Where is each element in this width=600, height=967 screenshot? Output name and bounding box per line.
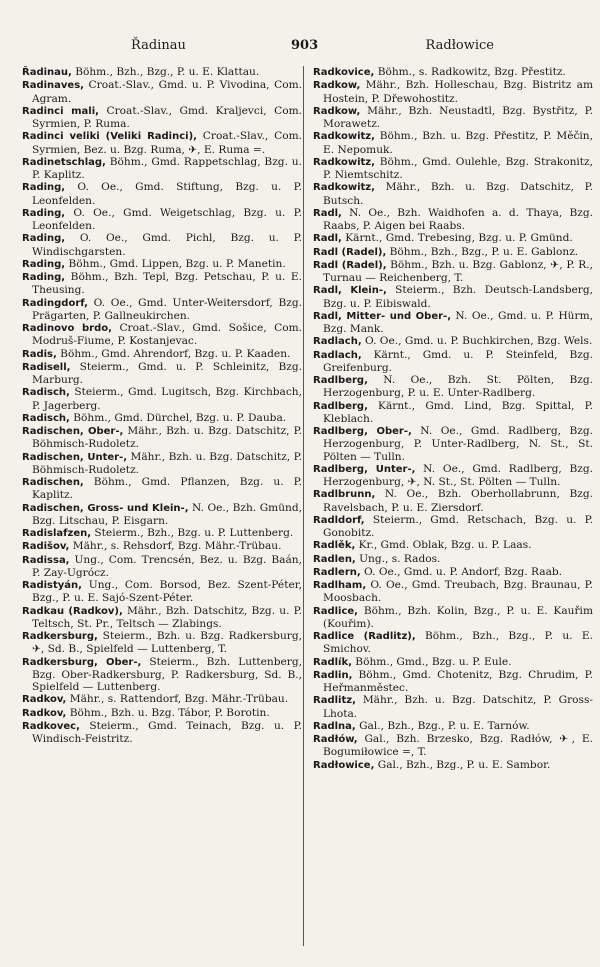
entry-description: Steierm., Bzh., Bzg. u. P. Luttenberg.: [91, 527, 294, 539]
entry-headword: Radlěk,: [313, 540, 356, 552]
column-divider: [303, 66, 304, 946]
entry-description: O. Oe., Gmd. Pichl, Bzg. u. P. Windischgarsten.: [32, 232, 302, 258]
entry-description: Ung., s. Rados.: [355, 552, 441, 565]
left-column: [22, 66, 302, 745]
entry-description: Croat.-Slav., Gmd. Kraljevci, Com. Syrmien, P. Ruma.: [32, 104, 302, 130]
entry-description: Böhm., Bzh. Tepl, Bzg. Petschau, P. u. E. Theusing.: [32, 271, 302, 297]
gazetteer-entry: [22, 348, 302, 361]
gazetteer-entry: [313, 463, 593, 489]
entry-headword: Radl (Radel),: [313, 246, 387, 258]
entry-headword: Řadinau,: [22, 67, 72, 78]
entry-description: Böhm., Gmd. Rappetschlag, Bzg. u. P. Kaplitz.: [32, 155, 302, 181]
entry-headword: Radkov,: [22, 707, 67, 719]
gazetteer-entry: [22, 386, 302, 412]
entry-headword: Radkow,: [313, 80, 361, 92]
entry-description: N. Oe., Gmd. Radlberg, Bzg. Herzogenburg, P. Unter-Radlberg, N. St., St. Pölten — Tulln.: [323, 425, 593, 463]
gazetteer-entry: [313, 566, 593, 579]
gazetteer-entry: [22, 693, 302, 706]
entry-description: Mähr., Bzh. u. Bzg. Datschitz, P. Gross-Lhota.: [323, 694, 593, 720]
entry-description: Ung., Com. Trencsén, Bez. u. Bzg. Baán, P. Zay-Ugrócz.: [32, 553, 302, 579]
right-column: [313, 66, 593, 772]
gazetteer-entry: [313, 669, 593, 695]
gazetteer-entry: [22, 579, 302, 605]
gazetteer-entry: [313, 539, 593, 552]
gazetteer-entry: [22, 502, 302, 528]
gazetteer-entry: [313, 630, 593, 656]
running-head-right: Radłowice: [425, 38, 494, 53]
entry-description: Böhm., Gmd. Oulehle, Bzg. Strakonitz, P. Niemtschitz.: [323, 155, 593, 181]
gazetteer-entry: [313, 79, 593, 105]
entry-description: Böhm., Bzh. Kolin, Bzg., P. u. E. Kauřim (Kouřim).: [323, 604, 593, 630]
entry-headword: Radlbrunn,: [313, 489, 376, 501]
entry-headword: Radischen, Gross- und Klein-,: [22, 502, 189, 514]
gazetteer-entry: [22, 554, 302, 580]
entry-headword: Radinetschlag,: [22, 156, 106, 168]
gazetteer-entry: [313, 349, 593, 375]
entry-headword: Radlberg, Unter-,: [313, 463, 416, 475]
entry-description: Mähr., s. Rattendorf, Bzg. Mähr.-Trübau.: [66, 693, 289, 706]
entry-headword: Radingdorf,: [22, 297, 88, 309]
gazetteer-entry: [313, 488, 593, 514]
gazetteer-entry: [313, 720, 593, 733]
entry-headword: Rading,: [22, 182, 66, 194]
gazetteer-entry: [313, 156, 593, 182]
gazetteer-entry: [22, 720, 302, 746]
gazetteer-entry: [313, 130, 593, 156]
entry-description: Steierm., Gmd. u. P. Schleinitz, Bzg. Marburg.: [32, 360, 302, 386]
entry-headword: Radis,: [22, 348, 57, 360]
entry-headword: Radinovo brdo,: [22, 323, 112, 334]
gazetteer-entry: [22, 527, 302, 540]
gazetteer-entry: [22, 258, 302, 271]
entry-headword: Radldorf,: [313, 514, 365, 526]
gazetteer-entry: [313, 207, 593, 233]
entry-description: O. Oe., Gmd. Stiftung, Bzg. u. P. Leonfelden.: [32, 181, 302, 207]
entry-description: Böhm., Bzh., Bzg., P. u. E. Gablonz.: [386, 245, 579, 258]
entry-description: Steierm., Bzh. Deutsch-Landsberg, Bzg. u. P. Eibiswald.: [323, 284, 593, 310]
gazetteer-entry: [313, 605, 593, 631]
entry-description: N. Oe., Gmd. u. P. Hürm, Bzg. Mank.: [323, 309, 593, 335]
gazetteer-entry: [22, 271, 302, 297]
gazetteer-entry: [313, 259, 593, 285]
entry-description: Böhm., Bzh., Bzg., P. u. E. Smichov.: [323, 630, 594, 656]
entry-description: Mähr., Bzh. u. Bzg. Datschitz, P. Böhmisch-Rudoletz.: [32, 425, 302, 451]
entry-description: O. Oe., Gmd. Unter-Weitersdorf, Bzg. Prägarten, P. Gallneukirchen.: [32, 296, 302, 322]
entry-description: Croat.-Slav., Gmd. Sošice, Com. Modruš-Fiume, P. Kostanjevac.: [32, 322, 303, 348]
entry-headword: Radlice (Radlitz),: [313, 631, 416, 642]
gazetteer-entry: [22, 412, 302, 425]
entry-description: Steierm., Bzh. u. Bzg. Radkersburg, ✈, Sd. B., Spielfeld — Luttenberg, T.: [32, 630, 302, 656]
gazetteer-entry: [22, 630, 302, 656]
entry-headword: Radkersburg, Ober-,: [22, 656, 142, 668]
entry-headword: Radkau (Radkov),: [22, 605, 123, 617]
gazetteer-entry: [313, 733, 593, 759]
entry-description: O. Oe., Gmd. Weigetschlag, Bzg. u. P. Leonfelden.: [32, 206, 302, 232]
entry-description: Steierm., Gmd. Lugitsch, Bzg. Kirchbach, P. Jagerberg.: [32, 386, 302, 412]
gazetteer-entry: [22, 425, 302, 451]
entry-headword: Radkovec,: [22, 720, 80, 732]
gazetteer-entry: [313, 105, 593, 131]
entry-description: O. Oe., Gmd. u. P. Andorf, Bzg. Raab.: [360, 565, 563, 578]
entry-description: N. Oe., Bzh. Waidhofen a. d. Thaya, Bzg. Raabs, P. Aigen bei Raabs.: [323, 206, 593, 232]
entry-headword: Radkovice,: [313, 67, 375, 78]
gazetteer-entry: [313, 400, 593, 426]
gazetteer-entry: [22, 297, 302, 323]
entry-headword: Radlham,: [313, 580, 367, 591]
gazetteer-entry: [313, 374, 593, 400]
entry-description: Mähr., s. Rehsdorf, Bzg. Mähr.-Trübau.: [69, 540, 282, 553]
entry-description: Croat.-Slav., Com. Syrmien, Bez. u. Bzg. Ruma, ✈, E. Ruma =.: [32, 130, 303, 156]
entry-headword: Radl,: [313, 233, 342, 245]
gazetteer-entry: [313, 335, 593, 348]
entry-description: Böhm., Bzh., Bzg., P. u. E. Klattau.: [71, 66, 260, 78]
entry-description: Böhm., Bzh. u. Bzg. Gablonz, ✈, P. R., Turnau — Reichenberg, T.: [323, 258, 593, 284]
entry-headword: Radkowitz,: [313, 156, 375, 168]
entry-headword: Radkov,: [22, 694, 67, 706]
entry-headword: Radlach,: [313, 349, 362, 361]
entry-description: Mähr., Bzh. Holleschau, Bzg. Bistritz am Hostein, P. Dřewohostitz.: [323, 79, 593, 105]
gazetteer-entry: [22, 322, 302, 348]
entry-description: Böhm., s. Radkowitz, Bzg. Přestitz.: [374, 66, 566, 78]
entry-headword: Radisch,: [22, 412, 70, 424]
entry-headword: Radl (Radel),: [313, 259, 387, 271]
entry-headword: Radlberg, Ober-,: [313, 426, 412, 437]
entry-description: Croat.-Slav., Gmd. u. P. Vivodina, Com. Agram.: [32, 79, 302, 105]
gazetteer-entry: [22, 476, 302, 502]
entry-description: Gal., Bzh., Bzg., P. u. E. Sambor.: [374, 758, 551, 771]
entry-headword: Radkersburg,: [22, 631, 98, 642]
entry-headword: Radlen,: [313, 553, 356, 565]
page-number: 903: [291, 38, 319, 53]
entry-headword: Radl, Klein-,: [313, 285, 387, 297]
entry-description: Steierm., Gmd. Retschach, Bzg. u. P. Gonobitz.: [323, 513, 593, 539]
entry-headword: Radinci veliki (Veliki Radinci),: [22, 131, 197, 143]
entry-description: Mähr., Bzh. u. Bzg. Datschitz, P. Butsch.: [323, 181, 593, 207]
entry-headword: Radlberg,: [313, 400, 368, 412]
entry-description: Kärnt., Gmd. u. P. Steinfeld, Bzg. Greifenburg.: [323, 348, 593, 374]
entry-headword: Radlice,: [313, 605, 358, 617]
gazetteer-entry: [22, 156, 302, 182]
entry-headword: Radinaves,: [22, 80, 84, 92]
gazetteer-entry: [313, 514, 593, 540]
gazetteer-entry: [313, 246, 593, 259]
entry-headword: Radischen, Unter-,: [22, 451, 128, 463]
gazetteer-entry: [313, 181, 593, 207]
entry-headword: Radkowitz,: [313, 182, 375, 194]
gazetteer-entry: [313, 694, 593, 720]
entry-headword: Radlach,: [313, 336, 362, 348]
entry-headword: Radłowice,: [313, 759, 375, 771]
entry-headword: Radl, Mitter- und Ober-,: [313, 310, 451, 322]
entry-description: O. Oe., Gmd. u. P. Buchkirchen, Bzg. Wels.: [361, 335, 593, 348]
entry-description: Böhm., Gmd., Bzg. u. P. Eule.: [351, 655, 512, 668]
entry-description: Mähr., Bzh. Neustadtl, Bzg. Bystřitz, P. Morawetz.: [323, 104, 593, 130]
entry-headword: Radlberg,: [313, 375, 368, 386]
entry-description: N. Oe., Bzh. Gmünd, Bzg. Litschau, P. Eisgarn.: [32, 501, 303, 527]
entry-headword: Rading,: [22, 272, 66, 283]
entry-headword: Rading,: [22, 258, 66, 270]
entry-description: Kärnt., Gmd. Lind, Bzg. Spittal, P. Kleblach.: [323, 399, 593, 425]
entry-headword: Radlitz,: [313, 695, 356, 707]
entry-description: Böhm., Bzh. u. Bzg. Tábor, P. Borotin.: [66, 706, 270, 719]
gazetteer-entry: [313, 425, 593, 463]
gazetteer-entry: [313, 310, 593, 336]
gazetteer-entry: [22, 605, 302, 631]
entry-headword: Radlna,: [313, 720, 356, 732]
entry-description: Kärnt., Gmd. Trebesing, Bzg. u. P. Gmünd.: [341, 232, 573, 245]
entry-description: Gal., Bzh., Bzg., P. u. E. Tarnów.: [355, 719, 530, 732]
gazetteer-entry: [22, 451, 302, 477]
gazetteer-entry: [22, 105, 302, 131]
entry-headword: Radlin,: [313, 669, 353, 681]
entry-description: N. Oe., Bzh. St. Pölten, Bzg. Herzogenburg, P. u. E. Unter-Radlberg.: [323, 374, 593, 400]
entry-headword: Radl,: [313, 207, 342, 219]
gazetteer-entry: [313, 656, 593, 669]
entry-description: Böhm., Gmd. Dürchel, Bzg. u. P. Dauba.: [69, 411, 287, 424]
entry-headword: Radislafzen,: [22, 528, 92, 539]
gazetteer-entry: [313, 66, 593, 79]
entry-description: Böhm., Gmd. Pflanzen, Bzg. u. P. Kaplitz.: [32, 476, 302, 502]
gazetteer-entry: [313, 553, 593, 566]
gazetteer-entry: [22, 540, 302, 553]
entry-description: Gal., Bzh. Brzesko, Bzg. Radłów, ✈, E. Bogumiłowice =, T.: [323, 733, 593, 759]
entry-headword: Radkowitz,: [313, 131, 375, 143]
gazetteer-entry: [22, 181, 302, 207]
entry-description: Böhm., Gmd. Lippen, Bzg. u. P. Manetin.: [65, 257, 286, 270]
entry-headword: Rading,: [22, 233, 66, 245]
entry-headword: Radišov,: [22, 541, 70, 553]
gazetteer-entry: [313, 759, 593, 772]
entry-headword: Radlík,: [313, 656, 352, 668]
entry-description: Steierm., Bzh. Luttenberg, Bzg. Ober-Radkersburg, P. Radkersburg, Sd. B., Spielfeld — Luttenberg.: [32, 655, 302, 693]
running-head-left: Řadinau: [131, 38, 186, 53]
page-header: [26, 38, 574, 58]
entry-headword: Rading,: [22, 207, 66, 219]
gazetteer-entry: [22, 656, 302, 694]
entry-headword: Radissa,: [22, 554, 70, 566]
entry-description: Kr., Gmd. Oblak, Bzg. u. P. Laas.: [355, 539, 532, 552]
gazetteer-entry: [22, 232, 302, 258]
entry-headword: Radisch,: [22, 387, 70, 399]
entry-description: Mähr., Bzh. u. Bzg. Datschitz, P. Böhmisch-Rudoletz.: [32, 450, 302, 476]
entry-headword: Radisell,: [22, 361, 71, 373]
entry-headword: Radkow,: [313, 105, 361, 117]
entry-headword: Radlern,: [313, 566, 361, 578]
gazetteer-entry: [313, 284, 593, 310]
gazetteer-entry: [313, 579, 593, 605]
entry-description: N. Oe., Bzh. Oberhollabrunn, Bzg. Ravelsbach, P. u. E. Ziersdorf.: [323, 488, 593, 514]
entry-description: Steierm., Gmd. Teinach, Bzg. u. P. Windisch-Feistritz.: [32, 719, 302, 745]
entry-description: N. Oe., Gmd. Radlberg, Bzg. Herzogenburg, ✈, N. St., St. Pölten — Tulln.: [323, 462, 593, 488]
entry-description: Ung., Com. Borsod, Bez. Szent-Péter, Bzg., P. u. E. Sajó-Szent-Péter.: [32, 579, 302, 605]
gazetteer-entry: [22, 130, 302, 156]
entry-headword: Radischen,: [22, 477, 84, 488]
gazetteer-entry: [22, 79, 302, 105]
entry-headword: Radischen, Ober-,: [22, 426, 124, 437]
entry-description: O. Oe., Gmd. Treubach, Bzg. Braunau, P. Moosbach.: [323, 579, 593, 605]
gazetteer-entry: [22, 707, 302, 720]
entry-headword: Radistyán,: [22, 580, 82, 591]
entry-headword: Radłów,: [313, 734, 358, 745]
gazetteer-entry: [313, 232, 593, 245]
gazetteer-entry: [22, 207, 302, 233]
entry-headword: Radinci mali,: [22, 105, 99, 117]
entry-description: Mähr., Bzh. Datschitz, Bzg. u. P. Teltsch, St. Pr., Teltsch — Zlabings.: [32, 604, 302, 630]
entry-description: Böhm., Gmd. Chotenitz, Bzg. Chrudim, P. Heřmanměstec.: [323, 668, 593, 694]
entry-description: Böhm., Bzh. u. Bzg. Přestitz, P. Měčin, E. Nepomuk.: [323, 130, 593, 156]
entry-description: Böhm., Gmd. Ahrendorf, Bzg. u. P. Kaaden.: [56, 347, 291, 360]
gazetteer-entry: [22, 361, 302, 387]
gazetteer-entry: [22, 66, 302, 79]
